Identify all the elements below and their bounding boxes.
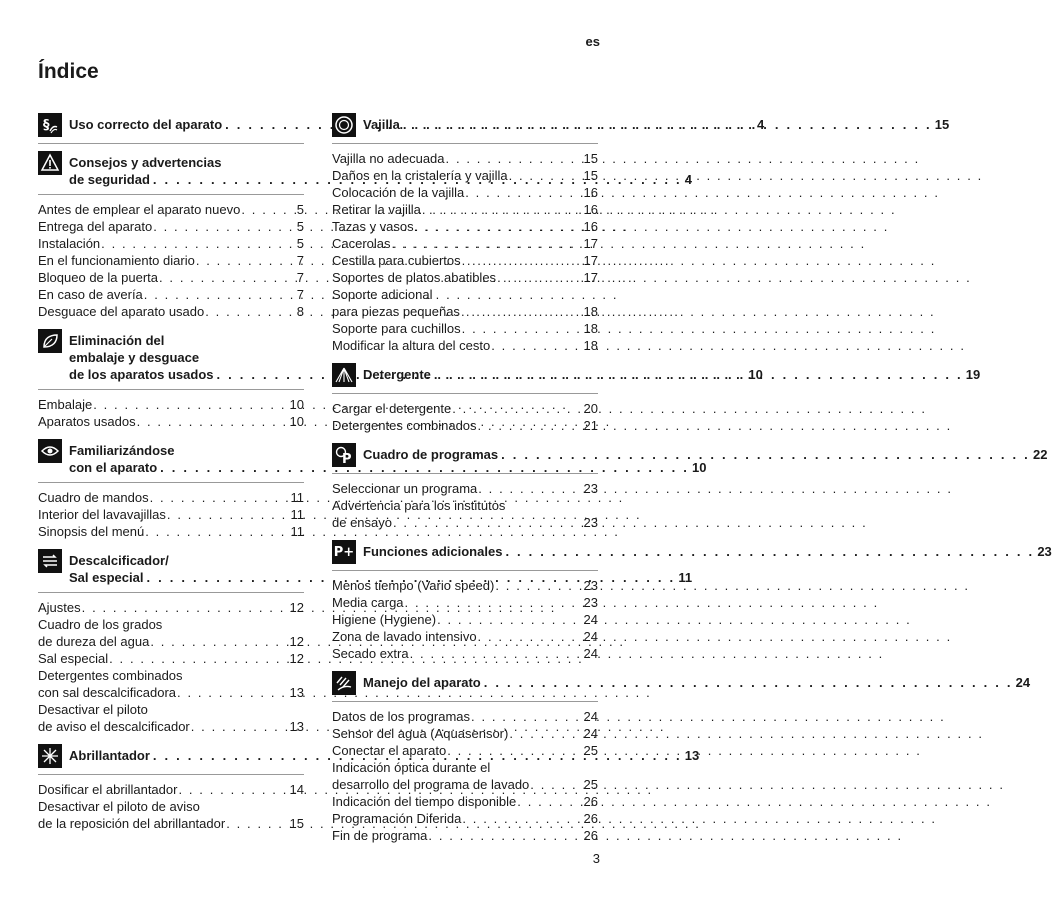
- detergent-icon: [332, 363, 356, 387]
- rinse-aid-icon: [38, 744, 62, 768]
- section-page: 15: [934, 117, 950, 132]
- toc-entry[interactable]: Daños en la cristalería y vajilla . . . 15: [332, 167, 598, 184]
- toc-entry[interactable]: Bloqueo de la puerta . . . 7: [38, 269, 304, 286]
- toc-entry[interactable]: Ajustes . . . 12: [38, 599, 304, 616]
- section-page: 11: [678, 570, 693, 585]
- toc-entry[interactable]: Advertencia para los institutos de ensayo . . . 23: [332, 497, 598, 531]
- toc-entry[interactable]: Cestilla para cubiertos . . . 17: [332, 252, 598, 269]
- descaling-icon: [38, 549, 62, 573]
- divider: [332, 473, 598, 474]
- toc-entry[interactable]: Sinopsis del menú . . . 11: [38, 523, 304, 540]
- toc-entry[interactable]: Colocación de la vajilla . . . 16: [332, 184, 598, 201]
- leaf-recycle-icon: [38, 329, 62, 353]
- toc-entry[interactable]: Sensor del agua (Aquasensor) . . . 24: [332, 725, 598, 742]
- toc-entry[interactable]: Cuadro de los grados de dureza del agua . . . 12: [38, 616, 304, 650]
- section-title-line1: Descalcificador/: [69, 553, 169, 568]
- svg-text:P: P: [342, 452, 352, 467]
- section-title-line2: embalaje y desguace: [69, 350, 200, 365]
- section-title-line2: de seguridad: [69, 172, 150, 187]
- section-title-line2: con el aparato: [69, 460, 158, 475]
- toc-entry[interactable]: Entrega del aparato . . . 5: [38, 218, 304, 235]
- divider: [38, 482, 304, 483]
- toc-entry[interactable]: Indicación óptica durante el desarrollo del programa de lavado . . . 25: [332, 759, 598, 793]
- language-code: es: [585, 34, 600, 49]
- toc-entry[interactable]: Fin de programa . . . 26: [332, 827, 598, 844]
- toc-entry[interactable]: Aparatos usados . . . 10: [38, 413, 304, 430]
- divider: [38, 774, 304, 775]
- eye-icon: [38, 439, 62, 463]
- section-title: Vajilla: [363, 117, 400, 132]
- section-title-line1: Eliminación del: [69, 333, 165, 348]
- toc-entry[interactable]: Embalaje . . . 10: [38, 396, 304, 413]
- section-page: 10: [692, 460, 707, 475]
- divider: [38, 143, 304, 144]
- divider: [332, 393, 598, 394]
- svg-text:§: §: [43, 118, 50, 133]
- section-title-line1: Consejos y advertencias: [69, 155, 222, 170]
- toc-entry[interactable]: Seleccionar un programa . . . 23: [332, 480, 598, 497]
- toc-entry[interactable]: Indicación del tiempo disponible . . . 26: [332, 793, 598, 810]
- toc-entry[interactable]: Desactivar el piloto de aviso de la reposición del abrillantador . . . 15: [38, 798, 304, 832]
- page-number: 3: [592, 851, 600, 866]
- section-title-line3: de los aparatos usados: [69, 367, 214, 382]
- toc-entry[interactable]: Secado extra . . . 24: [332, 645, 598, 662]
- section-page: 23: [1037, 544, 1052, 559]
- page-title: Índice: [38, 60, 99, 83]
- section-page: 13: [684, 748, 700, 763]
- toc-entry[interactable]: Retirar la vajilla . . . 16: [332, 201, 598, 218]
- toc-entry[interactable]: Desactivar el piloto de aviso el descalcificador . . . 13: [38, 701, 304, 735]
- section-title: Uso correcto del aparato: [69, 117, 223, 132]
- toc-entry[interactable]: Modificar la altura del cesto . . . 18: [332, 337, 598, 354]
- toc-section-vajilla[interactable]: [332, 112, 950, 354]
- toc-entry[interactable]: Soporte para cuchillos . . . 18: [332, 320, 598, 337]
- section-title-line2: Sal especial: [69, 570, 144, 585]
- toc-entry[interactable]: Tazas y vasos . . . 16: [332, 218, 598, 235]
- divider: [332, 570, 598, 571]
- toc-entry[interactable]: Menos tiempo (Vario speed) . . . 23: [332, 577, 598, 594]
- divider: [38, 592, 304, 593]
- toc-entry[interactable]: Zona de lavado intensivo . . . 24: [332, 628, 598, 645]
- toc-entry[interactable]: Higiene (Hygiene) . . . 24: [332, 611, 598, 628]
- section-page: 10: [748, 367, 763, 382]
- toc-entry[interactable]: Cacerolas . . . 17: [332, 235, 598, 252]
- hand-operation-icon: [332, 671, 356, 695]
- toc-entry[interactable]: Antes de emplear el aparato nuevo . . . 5: [38, 201, 304, 218]
- section-page: 4: [757, 117, 765, 132]
- toc-entry[interactable]: Soporte adicional para piezas pequeñas . . . 18: [332, 286, 598, 320]
- toc-entry[interactable]: Interior del lavavajillas . . . 11: [38, 506, 304, 523]
- toc-entry[interactable]: Instalación . . . 5: [38, 235, 304, 252]
- toc-entry[interactable]: Detergentes combinados . . . 21: [332, 417, 598, 434]
- section-title: Funciones adicionales: [363, 544, 503, 559]
- toc-entry[interactable]: Detergentes combinados con sal descalcificadora . . . 13: [38, 667, 304, 701]
- program-dial-icon: [332, 443, 356, 467]
- section-title: Cuadro de programas: [363, 447, 499, 462]
- divider: [38, 194, 304, 195]
- section-title: Detergente: [363, 367, 431, 382]
- section-page: 19: [965, 367, 981, 382]
- toc-entry[interactable]: Cargar el detergente . . . 20: [332, 400, 598, 417]
- section-page: 22: [1032, 447, 1048, 462]
- toc-entry[interactable]: Vajilla no adecuada . . . 15: [332, 150, 598, 167]
- section-page: 4: [684, 172, 693, 187]
- toc-entry[interactable]: En caso de avería . . . 7: [38, 286, 304, 303]
- toc-entry[interactable]: Dosificar el abrillantador . . . 14: [38, 781, 304, 798]
- plate-icon: [332, 113, 356, 137]
- section-title: Manejo del aparato: [363, 675, 481, 690]
- toc-entry[interactable]: Conectar el aparato . . . 25: [332, 742, 598, 759]
- divider: [332, 143, 598, 144]
- p-plus-icon: P+: [332, 540, 356, 564]
- warning-triangle-icon: [38, 151, 62, 175]
- toc-entry[interactable]: Desguace del aparato usado . . . 8: [38, 303, 304, 320]
- toc-entry[interactable]: En el funcionamiento diario . . . 7: [38, 252, 304, 269]
- divider: [332, 701, 598, 702]
- divider: [38, 389, 304, 390]
- toc-entry[interactable]: Cuadro de mandos . . . 11: [38, 489, 304, 506]
- toc-entry[interactable]: Media carga . . . 23: [332, 594, 598, 611]
- toc-entry[interactable]: Datos de los programas . . . 24: [332, 708, 598, 725]
- safety-hands-icon: [38, 113, 62, 137]
- toc-entry[interactable]: Programación Diferida . . . 26: [332, 810, 598, 827]
- section-page: 24: [1015, 675, 1031, 690]
- toc-entry[interactable]: Soportes de platos abatibles . . . 17: [332, 269, 598, 286]
- toc-entry[interactable]: Sal especial . . . 12: [38, 650, 304, 667]
- section-title-line1: Familiarizándose: [69, 443, 175, 458]
- section-title: Abrillantador: [69, 748, 150, 763]
